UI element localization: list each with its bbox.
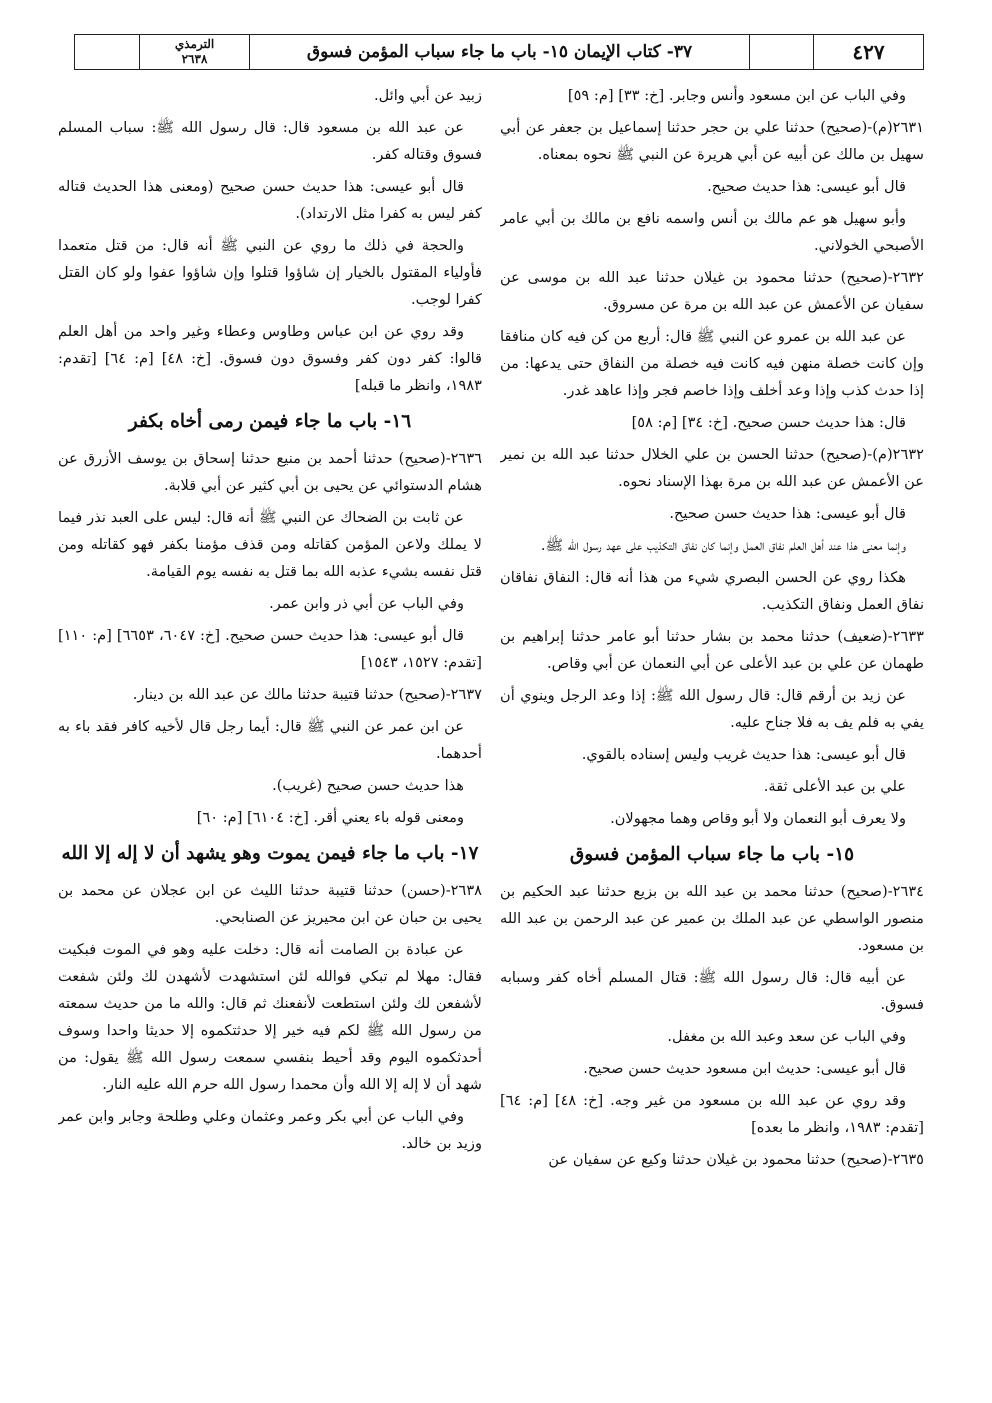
hadith-paragraph: ٢٦٣٣-(ضعيف) حدثنا محمد بن بشار حدثنا أبو عامر حدثنا إبراهيم بن طهمان عن علي بن عبد الأعلى عن أبي النعمان عن أبي وقاص.: [500, 628, 924, 672]
header-title: ٣٧- كتاب الإيمان ١٥- باب ما جاء سباب المؤمن فسوق: [249, 35, 749, 69]
hadith-paragraph: وفي الباب عن ابن مسعود وأنس وجابر. [خ: ٣٣] [م: ٥٩]: [567, 87, 906, 104]
hadith-paragraph: قال أبو عيسى: هذا حديث حسن صحيح. [خ: ٦٠٤٧، ٦٦٥٣] [م: ١١٠] [تقدم: ١٥٢٧، ١٥٤٣]: [58, 627, 482, 671]
hadith-paragraph: وأبو سهيل هو عم مالك بن أنس واسمه نافع بن مالك بن أبي عامر الأصبحي الخولاني.: [500, 210, 924, 254]
left-column: [58, 82, 482, 1363]
hadith-paragraph: عن أبيه قال: قال رسول الله ﷺ: قتال المسلم أخاه كفر وسبابه فسوق.: [500, 969, 924, 1013]
hadith-paragraph: هذا حديث حسن صحيح (غريب).: [272, 777, 464, 794]
hadith-paragraph: قال أبو عيسى: هذا حديث حسن صحيح.: [669, 505, 906, 522]
hadith-paragraph: وفي الباب عن أبي ذر وابن عمر.: [269, 595, 464, 612]
hadith-paragraph: ٢٦٣٢(م)-(صحيح) حدثنا الحسن بن علي الخلال حدثنا عبد الله بن نمير عن الأعمش عن عبد الله بن مرة بهذا الإسناد نحوه.: [500, 446, 924, 490]
hadith-paragraph: قال: هذا حديث حسن صحيح. [خ: ٣٤] [م: ٥٨]: [631, 414, 906, 431]
page-number: ٤٢٧: [813, 35, 923, 69]
hadith-paragraph: وقد روي عن ابن عباس وطاوس وعطاء وغير واحد من أهل العلم قالوا: كفر دون كفر وفسوق دون فسوق. [خ: ٤٨] [م: ٦٤] [تقدم: ١٩٨٣، وانظر ما قبله]: [58, 323, 482, 394]
hadith-paragraph: قال أبو عيسى: هذا حديث غريب وليس إسناده بالقوي.: [581, 746, 906, 763]
hadith-paragraph: وفي الباب عن سعد وعبد الله بن مغفل.: [667, 1028, 906, 1045]
hadith-paragraph: قال أبو عيسى: هذا حديث صحيح.: [707, 178, 906, 195]
page-header: [74, 34, 924, 70]
hadith-paragraph: قال أبو عيسى: حديث ابن مسعود حديث حسن صحيح.: [583, 1060, 906, 1077]
header-ref-label: الترمذي: [174, 37, 215, 51]
hadith-paragraph: عن عبادة بن الصامت أنه قال: دخلت عليه وهو في الموت فبكيت فقال: مهلا لم تبكي فوالله لئن استشهدت لأشهدن لك ولئن شفعت لأشفعن لك ولئن استطعت لأنفعنك ثم قال: والله ما من حديث سمعته من رسول الله ﷺ لكم فيه خير إلا حدثتكموه إلا حديثا واحدا وسوف أحدثكموه اليوم وقد أحيط بنفسي سمعت رسول الله ﷺ يقول: من شهد أن لا إله إلا الله وأن محمدا رسول الله حرم الله عليه النار.: [58, 941, 482, 1093]
chapter-heading: ١٧- باب ما جاء فيمن يموت وهو يشهد أن لا إله إلا الله: [61, 843, 479, 864]
hadith-paragraph: عن زيد بن أرقم قال: قال رسول الله ﷺ: إذا وعد الرجل وينوي أن يفي به فلم يف به فلا جناح عليه.: [500, 687, 924, 731]
hadith-paragraph: ٢٦٣٥-(صحيح) حدثنا محمود بن غيلان حدثنا وكيع عن سفيان عن: [548, 1151, 924, 1168]
hadith-paragraph: زبيد عن أبي وائل.: [373, 87, 482, 104]
right-column: [500, 82, 924, 1363]
hadith-paragraph: هكذا روي عن الحسن البصري شيء من هذا أنه قال: النفاق نفاقان نفاق العمل ونفاق التكذيب.: [500, 569, 924, 613]
hadith-paragraph: عن ثابت بن الضحاك عن النبي ﷺ أنه قال: ليس على العبد نذر فيما لا يملك ولاعن المؤمن كقاتله ومن قذف مؤمنا بكفر فهو كقاتله ومن قتل نفسه بشيء عذبه الله بما قتل به نفسه يوم القيامة.: [58, 509, 482, 580]
header-cell-blank: [749, 35, 813, 69]
chapter-heading: ١٦- باب ما جاء فيمن رمى أخاه بكفر: [128, 411, 412, 432]
hadith-paragraph: ٢٦٣٦-(صحيح) حدثنا أحمد بن منيع حدثنا إسحاق بن يوسف الأزرق عن هشام الدستوائي عن يحيى بن أبي كثير عن أبي قلابة.: [58, 450, 482, 494]
hadith-paragraph: ٢٦٣١(م)-(صحيح) حدثنا علي بن حجر حدثنا إسماعيل بن جعفر عن أبي سهيل بن مالك عن أبيه عن أبي هريرة عن النبي ﷺ نحوه بمعناه.: [500, 119, 924, 163]
hadith-paragraph: وفي الباب عن أبي بكر وعمر وعثمان وعلي وطلحة وجابر وابن عمر وزيد بن خالد.: [58, 1108, 482, 1152]
header-cell-blank: [75, 35, 139, 69]
hadith-paragraph: علي بن عبد الأعلى ثقة.: [763, 778, 906, 795]
hadith-paragraph: قال أبو عيسى: هذا حديث حسن صحيح (ومعنى هذا الحديث قتاله كفر ليس به كفرا مثل الارتداد).: [58, 178, 482, 222]
hadith-paragraph: ٢٦٣٢-(صحيح) حدثنا محمود بن غيلان حدثنا عبد الله بن موسى عن سفيان عن الأعمش عن عبد الله بن مرة عن مسروق.: [500, 269, 924, 313]
hadith-paragraph: عن عبد الله بن مسعود قال: قال رسول الله ﷺ: سباب المسلم فسوق وقتاله كفر.: [58, 119, 482, 163]
header-ref-number: ٢٦٣٨: [181, 52, 208, 66]
hadith-paragraph: وقد روي عن عبد الله بن مسعود من غير وجه. [خ: ٤٨] [م: ٦٤] [تقدم: ١٩٨٣، وانظر ما بعده]: [500, 1092, 924, 1136]
hadith-paragraph: ٢٦٣٨-(حسن) حدثنا قتيبة حدثنا الليث عن ابن عجلان عن محمد بن يحيى بن حبان عن ابن محيريز عن الصنابحي.: [58, 882, 482, 926]
header-reference: [139, 35, 249, 69]
hadith-paragraph: عن عبد الله بن عمرو عن النبي ﷺ قال: أربع من كن فيه كان منافقا وإن كانت خصلة منهن فيه كانت فيه خصلة من النفاق حتى يدعها: من إذا حدث كذب وإذا وعد أخلف وإذا خاصم فجر وإذا عاهد غدر.: [500, 328, 924, 399]
hadith-paragraph: ومعنى قوله باء يعني أقر. [خ: ٦١٠٤] [م: ٦٠]: [196, 809, 464, 826]
hadith-paragraph: عن ابن عمر عن النبي ﷺ قال: أيما رجل قال لأخيه كافر فقد باء به أحدهما.: [58, 718, 482, 762]
hadith-paragraph: وإنما معنى هذا عند أهل العلم نفاق العمل وإنما كان نفاق التكذيب على عهد رسول الله ﷺ.: [540, 537, 906, 554]
hadith-paragraph: ٢٦٣٧-(صحيح) حدثنا قتيبة حدثنا مالك عن عبد الله بن دينار.: [132, 686, 482, 703]
chapter-heading: ١٥- باب ما جاء سباب المؤمن فسوق: [569, 844, 855, 865]
hadith-paragraph: ٢٦٣٤-(صحيح) حدثنا محمد بن عبد الله بن بزيع حدثنا عبد الحكيم بن منصور الواسطي عن عبد الملك بن عمير عن عبد الرحمن بن عبد الله بن مسعود.: [500, 883, 924, 954]
hadith-paragraph: ولا يعرف أبو النعمان ولا أبو وقاص وهما مجهولان.: [610, 810, 906, 827]
hadith-paragraph: والحجة في ذلك ما روي عن النبي ﷺ أنه قال: من قتل متعمدا فأولياء المقتول بالخيار إن شاؤوا قتلوا وإن شاؤوا عفوا ولو كان القتل كفرا لوجب.: [58, 237, 482, 308]
